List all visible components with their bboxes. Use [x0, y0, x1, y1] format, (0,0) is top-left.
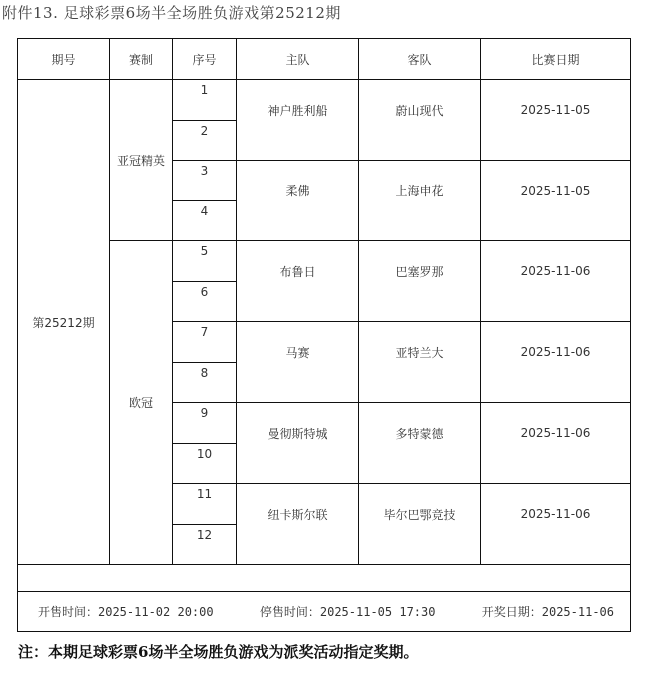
- seq-label: 4: [200, 203, 209, 218]
- seq-label: 7: [200, 325, 209, 339]
- seq-cell: [173, 201, 237, 241]
- match-date: 2025-11-06: [520, 507, 591, 521]
- seq-label: 11: [196, 487, 213, 501]
- empty-row: [18, 565, 631, 592]
- seq-label: 1: [200, 83, 209, 97]
- footer-cell: [18, 592, 631, 632]
- away-team: 蔚山现代: [395, 103, 444, 118]
- away-team: 巴塞罗那: [395, 264, 444, 279]
- seq-cell: [173, 161, 237, 201]
- seq-label: 9: [200, 406, 209, 420]
- home-team-cell: [237, 403, 359, 484]
- away-team-cell: [359, 241, 481, 322]
- sale-close-time: 停售时间：2025-11-05 17:30: [259, 605, 436, 619]
- period-cell: 第25212期: [18, 80, 110, 565]
- seq-cell: [173, 322, 237, 363]
- header-competition: 赛制: [110, 39, 173, 80]
- away-team-cell: [359, 403, 481, 484]
- header-row: [18, 39, 631, 80]
- seq-cell: [173, 241, 237, 282]
- seq-label: 5: [200, 244, 209, 258]
- competition-cell: [110, 241, 173, 565]
- match-date: 2025-11-05: [520, 103, 591, 117]
- home-team: 布鲁日: [279, 264, 316, 279]
- away-team-cell: [359, 80, 481, 161]
- competition-cell: [110, 80, 173, 241]
- date-cell: [481, 403, 631, 484]
- empty-cell: [18, 565, 631, 592]
- seq-label: 6: [200, 284, 209, 299]
- sale-info: [18, 603, 630, 620]
- match-date: 2025-11-05: [520, 183, 591, 198]
- home-team-cell: [237, 322, 359, 403]
- header-date: 比赛日期: [481, 39, 631, 80]
- seq-cell: [173, 403, 237, 444]
- home-team-cell: [237, 484, 359, 565]
- home-team: 神户胜利船: [267, 103, 328, 118]
- seq-label: 2: [200, 123, 209, 138]
- sale-open-time: 开售时间：2025-11-02 20:00: [38, 605, 214, 619]
- table-row: [18, 241, 631, 282]
- away-team-cell: [359, 161, 481, 241]
- match-date: 2025-11-06: [520, 345, 591, 359]
- seq-label: 3: [200, 163, 209, 178]
- table-row: [18, 80, 631, 121]
- document-title: 附件13. 足球彩票6场半全场胜负游戏第25212期: [2, 4, 341, 22]
- date-cell: [481, 161, 631, 241]
- footer-row: [18, 592, 631, 632]
- away-team-cell: [359, 322, 481, 403]
- seq-cell: [173, 444, 237, 484]
- home-team: 曼彻斯特城: [267, 426, 328, 441]
- home-team: 柔佛: [285, 184, 310, 198]
- header-seq: 序号: [173, 39, 237, 80]
- seq-cell: [173, 363, 237, 403]
- draw-date: 开奖日期：2025-11-06: [481, 605, 614, 619]
- schedule-table: [17, 38, 631, 632]
- away-team-cell: [359, 484, 481, 565]
- seq-cell: [173, 525, 237, 565]
- match-date: 2025-11-06: [520, 426, 591, 440]
- seq-label: 8: [200, 365, 209, 380]
- date-cell: [481, 322, 631, 403]
- seq-label: 10: [196, 446, 213, 461]
- away-team: 上海申花: [395, 184, 444, 198]
- home-team: 马赛: [285, 345, 310, 360]
- competition-label: 欧冠: [128, 396, 153, 410]
- home-team-cell: [237, 80, 359, 161]
- home-team-cell: [237, 241, 359, 322]
- away-team: 多特蒙德: [395, 426, 444, 441]
- header-period: 期号: [18, 39, 110, 80]
- seq-label: 12: [196, 527, 213, 542]
- match-date: 2025-11-06: [520, 264, 591, 278]
- header-home: 主队: [237, 39, 359, 80]
- date-cell: [481, 241, 631, 322]
- home-team-cell: [237, 161, 359, 241]
- away-team: 亚特兰大: [395, 345, 444, 360]
- date-cell: [481, 80, 631, 161]
- note-text: 注：本期足球彩票6场半全场胜负游戏为派奖活动指定奖期。: [18, 643, 419, 661]
- home-team: 纽卡斯尔联: [267, 507, 328, 522]
- competition-label: 亚冠精英: [116, 153, 165, 168]
- header-away: 客队: [359, 39, 481, 80]
- date-cell: [481, 484, 631, 565]
- seq-cell: [173, 121, 237, 161]
- seq-cell: [173, 80, 237, 121]
- seq-cell: [173, 282, 237, 322]
- seq-cell: [173, 484, 237, 525]
- away-team: 毕尔巴鄂竞技: [383, 507, 456, 522]
